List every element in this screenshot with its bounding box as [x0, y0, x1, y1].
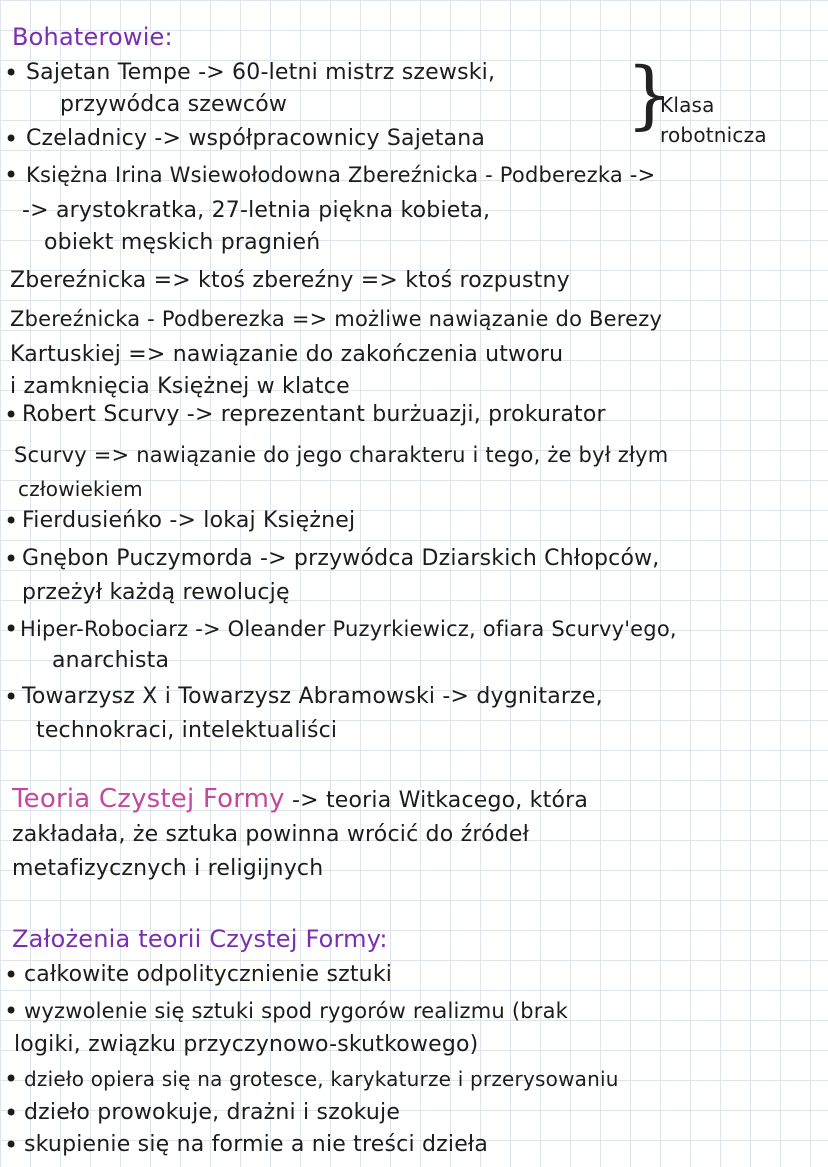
fierdusienko-line: Fierdusieńko -> lokaj Księżnej [22, 508, 356, 533]
zalozenia-item-2b: logiki, związku przyczynowo-skutkowego) [14, 1032, 479, 1057]
zbereznicka-line-2: Zbereźnicka - Podberezka => możliwe nawiązanie do Berezy [10, 307, 663, 331]
zalozenia-item-1: całkowite odpolitycznienie sztuki [24, 962, 393, 987]
bullet: • [4, 125, 19, 153]
towarzysze-line-1: Towarzysz X i Towarzysz Abramowski -> dygnitarze, [22, 684, 603, 709]
scurvy-line-3: człowiekiem [18, 477, 143, 501]
sajetan-line-2: przywódca szewców [60, 92, 288, 117]
towarzysze-line-2: technokraci, intelektualiści [36, 718, 338, 743]
bullet: • [4, 961, 19, 989]
bullet: • [4, 1099, 19, 1127]
bullet: • [4, 161, 19, 189]
scurvy-line-2: Scurvy => nawiązanie do jego charakteru i tego, że był złym [14, 443, 669, 467]
teoria-line-1 [12, 784, 588, 816]
teoria-line-2: zakładała, że sztuka powinna wrócić do źródeł [12, 822, 530, 847]
bullet: • [4, 615, 19, 643]
hiper-line-1: Hiper-Robociarz -> Oleander Puzyrkiewicz, ofiara Scurvy'ego, [20, 617, 677, 641]
czeladnicy-line: Czeladnicy -> współpracownicy Sajetana [26, 126, 486, 151]
bullet: • [4, 59, 19, 87]
zalozenia-item-5: skupienie się na formie a nie treści dzieła [24, 1132, 489, 1157]
ksiezna-line-2: -> arystokratka, 27-letnia piękna kobieta, [22, 198, 491, 223]
zbereznicka-line-3: Kartuskiej => nawiązanie do zakończenia utworu [10, 342, 564, 367]
heading-bohaterowie: Bohaterowie: [12, 23, 173, 51]
zalozenia-item-3: dzieło opiera się na grotesce, karykaturze i przerysowaniu [24, 1067, 619, 1091]
sajetan-line-1: Sajetan Tempe -> 60-letni mistrz szewski, [26, 60, 496, 85]
bullet: • [4, 545, 19, 573]
hiper-line-2: anarchista [52, 648, 170, 673]
bullet: • [4, 507, 19, 535]
bullet: • [4, 1131, 19, 1159]
teoria-line-1-rest: -> teoria Witkacego, która [291, 788, 589, 813]
teoria-line-3: metafizycznych i religijnych [12, 856, 324, 881]
zbereznicka-line-4: i zamknięcia Księżnej w klatce [10, 374, 350, 399]
bullet: • [4, 997, 19, 1025]
bullet: • [4, 683, 19, 711]
bullet: • [4, 401, 19, 429]
ksiezna-line-1: Księżna Irina Wsiewołodowna Zbereźnicka - Podberezka -> [26, 163, 656, 187]
curly-brace: } [626, 52, 674, 138]
zalozenia-item-2a: wyzwolenie się sztuki spod rygorów realizmu (brak [24, 999, 569, 1023]
bullet: • [4, 1065, 19, 1093]
klasa-line-1: Klasa [660, 93, 715, 117]
zalozenia-item-4: dzieło prowokuje, drażni i szokuje [24, 1100, 401, 1125]
gnebon-line-2: przeżył każdą rewolucję [22, 580, 290, 605]
zbereznicka-line-1: Zbereźnicka => ktoś zbereźny => ktoś rozpustny [10, 268, 570, 293]
teoria-title: Teoria Czystej Formy [12, 784, 285, 814]
gnebon-line-1: Gnębon Puczymorda -> przywódca Dziarskich Chłopców, [22, 546, 660, 571]
heading-zalozenia: Założenia teorii Czystej Formy: [12, 925, 388, 953]
klasa-line-2: robotnicza [660, 123, 767, 147]
ksiezna-line-3: obiekt męskich pragnień [44, 230, 321, 255]
scurvy-line-1: Robert Scurvy -> reprezentant burżuazji, prokurator [22, 402, 606, 427]
